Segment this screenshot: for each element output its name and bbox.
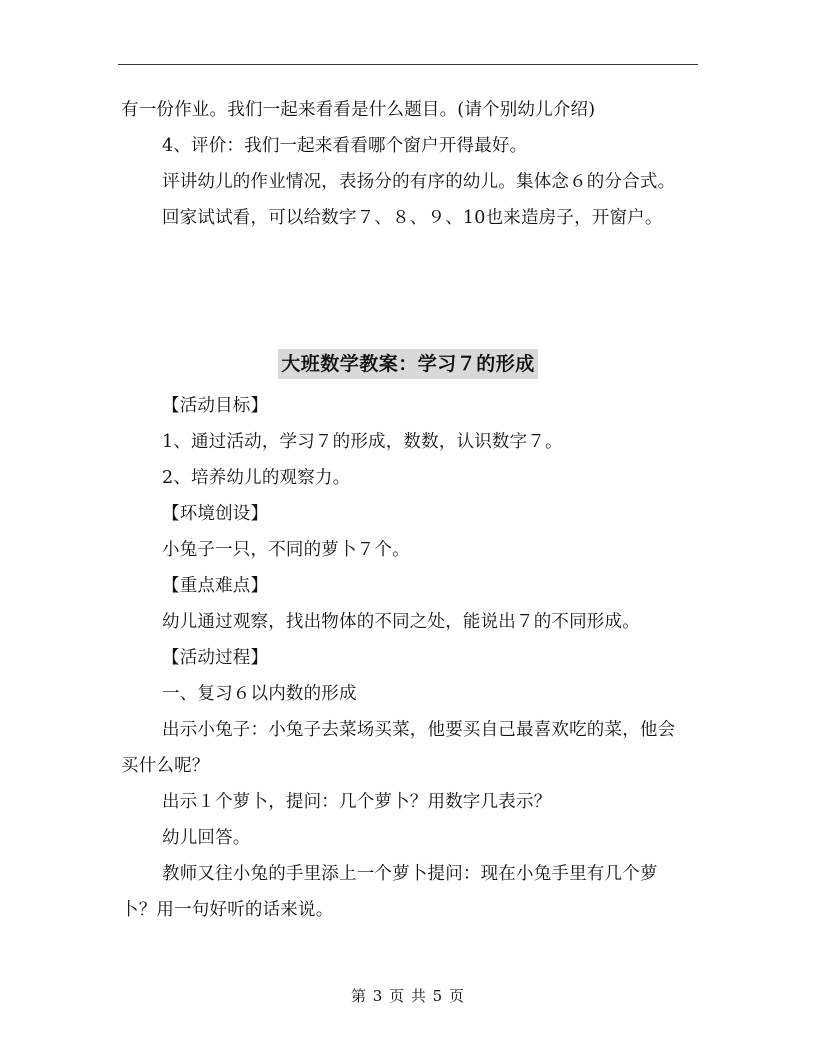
paragraph-line: 2、培养幼儿的观察力。 [162,468,351,488]
paragraph-line: 回家试试看，可以给数字７、８、９、10也来造房子，开窗户。 [162,208,663,228]
paragraph-line: 买什么呢？ [121,756,210,776]
paragraph-line: 评讲幼儿的作业情况，表扬分的有序的幼儿。集体念６的分合式。 [162,172,676,192]
page-footer: 第 3 页 共 5 页 [351,987,465,1005]
paragraph-line: 1、通过活动，学习７的形成，数数，认识数字７。 [162,432,563,452]
section-title: 大班数学教案：学习７的形成 [278,349,538,379]
section-title-wrap [0,349,816,379]
paragraph-line: 教师又往小兔的手里添上一个萝卜提问：现在小兔手里有几个萝 [162,864,658,884]
paragraph-line: 一、复习６以内数的形成 [162,684,357,704]
paragraph-line: 幼儿通过观察，找出物体的不同之处，能说出７的不同形成。 [162,612,640,632]
paragraph-line: 出示１个萝卜，提问：几个萝卜？用数字几表示？ [162,792,552,812]
heading-activity-goals: 【活动目标】 [162,396,269,416]
header-rule [118,64,698,65]
paragraph-line: 出示小兔子：小兔子去菜场买菜，他要买自己最喜欢吃的菜，他会 [162,720,676,740]
paragraph-line: 小兔子一只，不同的萝卜７个。 [162,540,410,560]
heading-key-points: 【重点难点】 [162,576,269,596]
paragraph-line: 卜？用一句好听的话来说。 [121,900,334,920]
heading-environment: 【环境创设】 [162,504,269,524]
heading-activity-process: 【活动过程】 [162,648,269,668]
paragraph-line: 有一份作业。我们一起来看看是什么题目。(请个别幼儿介绍) [121,100,596,120]
paragraph-line: 幼儿回答。 [162,828,251,848]
paragraph-line: 4、评价：我们一起来看看哪个窗户开得最好。 [162,136,528,156]
